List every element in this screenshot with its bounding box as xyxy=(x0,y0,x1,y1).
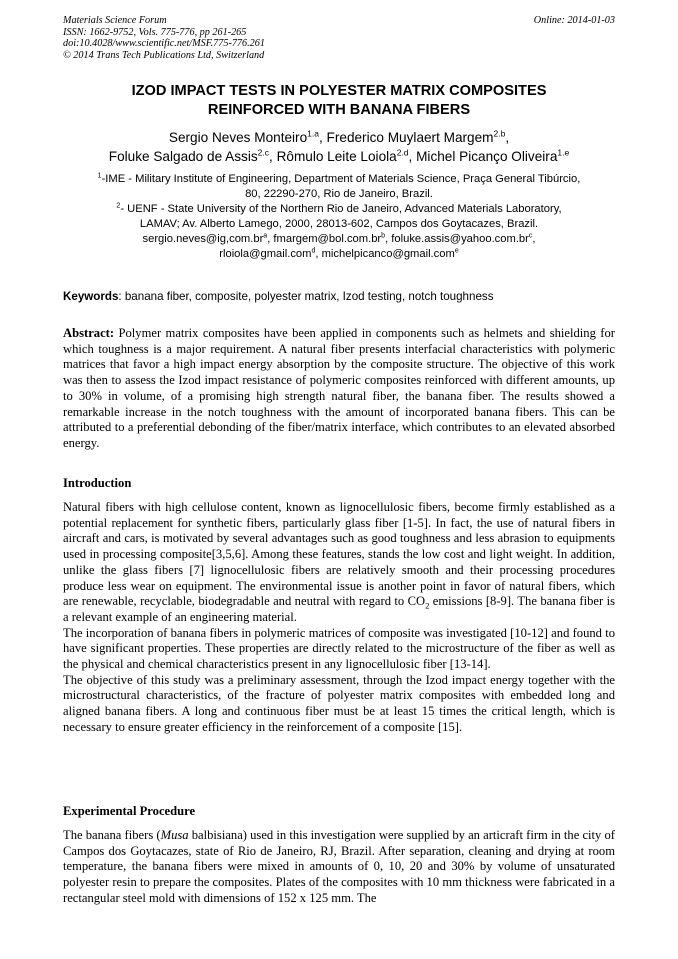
experimental-heading: Experimental Procedure xyxy=(63,804,196,818)
author-name: Sergio Neves Monteiro xyxy=(168,130,308,145)
author-name: Foluke Salgado de Assis xyxy=(108,149,258,164)
intro-paragraph-3: The objective of this study was a preliminary assessment, through the Izod impact energy together with the microstructural characteristics, of the fracture of polyester matrix composites with embedded long and aligned banana fibers. A long and continuous fiber must be at least 15 times the critical length, which is necessary to ensure greater efficiency in the reinforcement of a composite [15]. xyxy=(63,672,615,734)
email-sep: , xyxy=(532,233,536,245)
title-line-1: IZOD IMPACT TESTS IN POLYESTER MATRIX COMPOSITES xyxy=(131,83,547,99)
author-sup: 1.a xyxy=(307,128,319,139)
author-list xyxy=(63,128,615,166)
affiliations xyxy=(63,172,615,262)
affiliation-2-line-2: LAMAV; Av. Alberto Lamego, 2000, 28013-602, Campos dos Goytacazes, Brazil. xyxy=(139,218,539,230)
title-line-2: REINFORCED WITH BANANA FIBERS xyxy=(207,102,471,118)
author-sup: 1.e xyxy=(557,147,570,158)
email-sup: c xyxy=(528,232,533,240)
abstract-text: Polymer matrix composites have been applied in components such as helmets and shielding for which toughness is a major requirement. A natural fiber presents interfacial characteristics with polymeric matrices that favor a high impact energy absorption by the composite structure. The objective of this work was then to assess the Izod impact resistance of polymeric composites reinforced with different amounts, up to 30% in volume, of a promising high strength natural fiber, the banana fiber. The results showed a remarkable increase in the notch toughness with the amount of incorporated banana fibers. This can be attributed to a preferential debonding of the fiber/matrix interface, which contributes to an elevated absorbed energy. xyxy=(63,326,615,450)
email-sup: a xyxy=(263,232,268,240)
journal-name: Materials Science Forum xyxy=(63,15,167,26)
intro-paragraph-2: The incorporation of banana fibers in polymeric matrices of composite was investigated [10-12] and found to have significant properties. These properties are directly related to the microstructure of the fiber as well as the physical and chemical characteristics present in any lignocellulosic fiber [13-14]. xyxy=(63,625,615,672)
co2-subscript: 2 xyxy=(425,600,430,611)
affiliation-1-line-2: 80, 22290-270, Rio de Janeiro, Brazil. xyxy=(245,188,433,200)
doi-line: doi:10.4028/www.scientific.net/MSF.775-776.261 xyxy=(63,38,265,49)
musa-italic: Musa xyxy=(160,828,189,842)
introduction-heading: Introduction xyxy=(63,476,132,490)
email[interactable]: fmargem@bol.com.br xyxy=(273,233,382,245)
email-sep: , xyxy=(267,233,274,245)
author-sep: , xyxy=(269,149,277,164)
abstract xyxy=(63,326,615,452)
copyright-line: © 2014 Trans Tech Publications Ltd, Switzerland xyxy=(63,49,265,61)
author-name: Frederico Muylaert Margem xyxy=(326,130,494,145)
keywords-text: : banana fiber, composite, polyester matrix, Izod testing, notch toughness xyxy=(118,290,494,303)
issn-line: ISSN: 1662-9752, Vols. 775-776, pp 261-265 xyxy=(63,26,247,38)
email[interactable]: sergio.neves@ig,com.br xyxy=(142,233,264,245)
abstract-label: Abstract: xyxy=(63,326,115,340)
intro-p1-text-b: emissions [8-9]. The banana fiber is a relevant example of an engineering material. xyxy=(63,594,615,624)
author-sep: , xyxy=(408,149,417,164)
publication-header xyxy=(63,15,615,61)
author-sup: 2.d xyxy=(396,147,409,158)
email-sup: d xyxy=(311,247,316,255)
email[interactable]: michelpicanco@gmail.com xyxy=(321,248,455,260)
exp-p1-text-a: The banana fibers ( xyxy=(63,828,161,842)
paper-title xyxy=(63,82,615,120)
affil-sup: 1 xyxy=(97,172,102,180)
email[interactable]: rloiola@gmail.com xyxy=(219,248,312,260)
online-date: Online: 2014-01-03 xyxy=(533,15,615,26)
keywords-label: Keywords xyxy=(63,290,119,303)
introduction-body xyxy=(63,500,615,736)
email-sup: b xyxy=(381,232,386,240)
keywords-line xyxy=(63,289,615,304)
author-sup: 2.b xyxy=(493,128,506,139)
email[interactable]: foluke.assis@yahoo.com.br xyxy=(391,233,529,245)
affiliation-2-line-1: - UENF - State University of the Northern Rio de Janeiro, Advanced Materials Laboratory, xyxy=(120,203,562,215)
exp-p1-text-b: balbisiana) used in this investigation were supplied by an articraft firm in the city of Campos dos Goytacazes, state of Rio de Janeiro, RJ, Brazil. After separation, cleaning and drying at room temperature, the banana fibers were mixed in amounts of 0, 10, 20 and 30% by volume of unsaturated polyester resin to prepare the composites. Plates of the composites with 10 mm thickness were fabricated in a rectangular steel mold with dimensions of 152 x 125 mm. The xyxy=(63,828,615,905)
author-name: Rômulo Leite Loiola xyxy=(276,149,397,164)
affil-sup: 2 xyxy=(116,202,121,210)
author-name: Michel Picanço Oliveira xyxy=(416,149,558,164)
intro-p1-text-a: Natural fibers with high cellulose content, known as lignocellulosic fibers, become firmly established as a potential replacement for synthetic fibers, particularly glass fiber [1-5]. In fact, the use of natural fibers in aircraft and cars, is motivated by several advantages such as good toughness and less abrasion to equipments used in processing composite[3,5,6]. Among these features, stands the low cost and light weight. In addition, unlike the glass fibers [7] lignocellulosic fibers are relatively smooth and their processing procedures produce less wear on equipment. The environmental issue is another point in favor of natural fibers, which are renewable, recyclable, biodegradable and neutral with regard to CO xyxy=(63,500,615,609)
email-sep: , xyxy=(385,233,392,245)
author-sup: 2.c xyxy=(257,147,269,158)
affiliation-1-line-1: -IME - Military Institute of Engineering, Department of Materials Science, Praça General Tibúrcio, xyxy=(101,173,581,185)
author-sep: , xyxy=(505,130,510,145)
experimental-body xyxy=(63,828,615,907)
email-sup: e xyxy=(454,247,459,255)
email-sep: , xyxy=(315,248,322,260)
exp-paragraph-1 xyxy=(63,828,615,907)
author-sep: , xyxy=(318,130,327,145)
intro-paragraph-1 xyxy=(63,500,615,626)
